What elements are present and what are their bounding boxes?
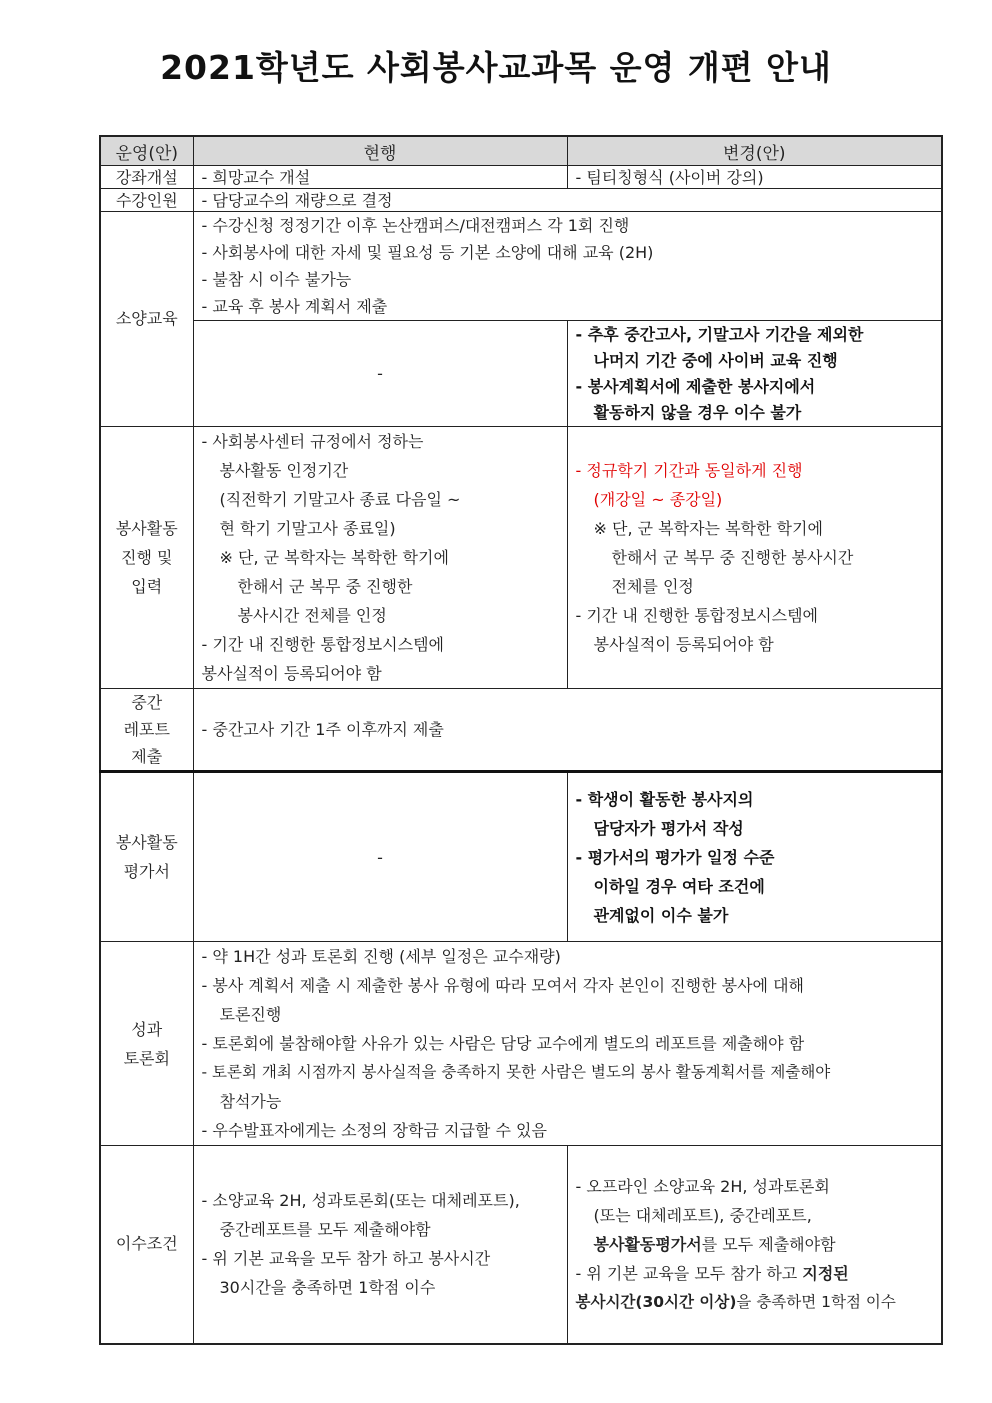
label-discussion: 성과 토론회 [100,942,193,1146]
row-enroll [100,189,942,212]
enroll-current: - 담당교수의 재량으로 결정 [193,189,942,212]
lecture-change: - 팀티칭형식 (사이버 강의) [567,166,942,189]
row-evaluation [100,772,942,942]
row-completion [100,1146,942,1344]
education-current: - [193,321,567,427]
header-operation: 운영(안) [100,136,193,166]
label-education: 소양교육 [100,212,193,427]
header-current: 현행 [193,136,567,166]
evaluation-change: - 학생이 활동한 봉사지의 담당자가 평가서 작성 - 평가서의 평가가 일정 수준 이하일 경우 여타 조건에 관계없이 이수 불가 [567,772,942,942]
label-activity: 봉사활동 진행 및 입력 [100,427,193,689]
page-title: 2021학년도 사회봉사교과목 운영 개편 안내 [160,48,832,87]
header-change: 변경(안) [567,136,942,166]
midreport-text: - 중간고사 기간 1주 이후까지 제출 [193,689,942,772]
completion-change: - 오프라인 소양교육 2H, 성과토론회 (또는 대체레포트), 중간레포트, 봉사활동평가서를 모두 제출해야함 - 위 기본 교육을 모두 참가 하고 지정된 봉사시간(30시간 이상)을 충족하면 1학점 이수 [567,1146,942,1344]
row-midreport [100,689,942,772]
activity-current: - 사회봉사센터 규정에서 정하는 봉사활동 인정기간 (직전학기 기말고사 종료 다음일 ~ 현 학기 기말고사 종료일) ※ 단, 군 복학자는 복학한 학기에 한해서 군 복무 중 진행한 봉사시간 전체를 인정 - 기간 내 진행한 통합정보시스템에 봉사실적이 등록되어야 함 [193,427,567,689]
label-evaluation: 봉사활동 평가서 [100,772,193,942]
label-enroll: 수강인원 [100,189,193,212]
education-change: - 추후 중간고사, 기말고사 기간을 제외한 나머지 기간 중에 사이버 교육 진행 - 봉사계획서에 제출한 봉사지에서 활동하지 않을 경우 이수 불가 [567,321,942,427]
row-lecture [100,166,942,189]
row-discussion [100,942,942,1146]
activity-change: - 정규학기 기간과 동일하게 진행 (개강일 ~ 종강일) ※ 단, 군 복학자는 복학한 학기에 한해서 군 복무 중 진행한 봉사시간 전체를 인정 - 기간 내 진행한 통합정보시스템에 봉사실적이 등록되어야 함 [567,427,942,689]
evaluation-current: - [193,772,567,942]
row-activity [100,427,942,689]
row-education-common [100,212,942,321]
label-lecture: 강좌개설 [100,166,193,189]
row-education-split [100,321,942,427]
lecture-current: - 희망교수 개설 [193,166,567,189]
header-row [100,136,942,166]
completion-current: - 소양교육 2H, 성과토론회(또는 대체레포트), 중간레포트를 모두 제출해야함 - 위 기본 교육을 모두 참가 하고 봉사시간 30시간을 충족하면 1학점 이수 [193,1146,567,1344]
label-midreport: 중간 레포트 제출 [100,689,193,772]
reform-table [99,135,943,1345]
discussion-text: - 약 1H간 성과 토론회 진행 (세부 일정은 교수재량) - 봉사 계획서 제출 시 제출한 봉사 유형에 따라 모여서 각자 본인이 진행한 봉사에 대해 토론진행 - 토론회에 불참해야할 사유가 있는 사람은 담당 교수에게 별도의 레포트를 제출해야 함 - 토론회 개최 시점까지 봉사실적을 충족하지 못한 사람은 별도의 봉사 활동계획서를 제출해야 참석가능 - 우수발표자에게는 소정의 장학금 지급할 수 있음 [193,942,942,1146]
label-completion: 이수조건 [100,1146,193,1344]
education-common: - 수강신청 정정기간 이후 논산캠퍼스/대전캠퍼스 각 1회 진행 - 사회봉사에 대한 자세 및 필요성 등 기본 소양에 대해 교육 (2H) - 불참 시 이수 불가능 - 교육 후 봉사 계획서 제출 [193,212,942,321]
